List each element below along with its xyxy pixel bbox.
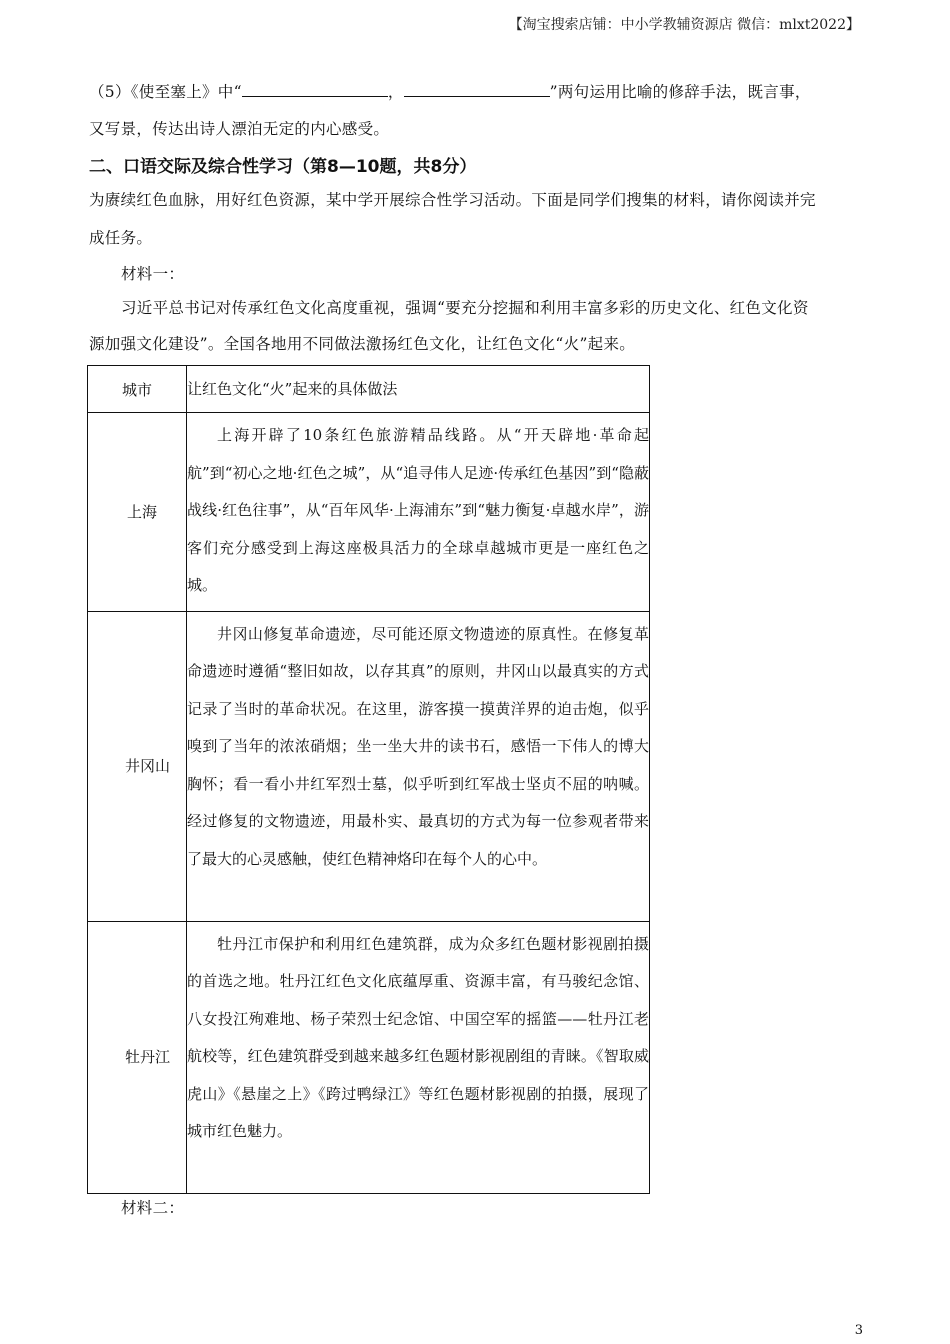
table-row [88, 611, 650, 921]
material-table [87, 365, 650, 1194]
table-header-city: 城市 [88, 366, 187, 413]
material-1-text-line2: 源加强文化建设”。全国各地用不同做法激扬红色文化，让红色文化“火”起来。 [89, 335, 636, 353]
city-name: 牡丹江 [124, 1048, 170, 1066]
question-5-suffix: ”两句运用比喻的修辞手法，既言事， [549, 83, 811, 101]
answer-blank-1[interactable] [242, 82, 388, 97]
city-name: 井冈山 [124, 757, 170, 775]
table-header-method: 让红色文化“火”起来的具体做法 [187, 366, 650, 413]
city-description: 井冈山修复革命遗迹，尽可能还原文物遗迹的原真性。在修复革命遗迹时遵循“整旧如故，以存其真”的原则，井冈山以最真实的方式记录了当时的革命状况。在这里，游客摸一摸黄洋界的迫击炮，似乎嗅到了当年的浓浓硝烟；坐一坐大井的读书石，感悟一下伟人的博大胸怀；看一看小井红军烈士墓，似乎听到红军战士坚贞不屈的呐喊。经过修复的文物遗迹，用最朴实、最真切的方式为每一位参观者带来了最大的心灵感触，使红色精神烙印在每个人的心中。 [187, 624, 649, 868]
table-row [88, 413, 650, 612]
answer-blank-2[interactable] [404, 82, 550, 97]
section-intro-line1: 为赓续红色血脉，用好红色资源，某中学开展综合性学习活动。下面是同学们搜集的材料，请你阅读并完 [89, 191, 816, 209]
city-description: 上海开辟了10条红色旅游精品线路。从“开天辟地·革命起航”到“初心之地·红色之城”，从“追寻伟人足迹·传承红色基因”到“隐蔽战线·红色往事”，从“百年风华·上海浦东”到“魅力衡复·卓越水岸”，游客们充分感受到上海这座极具活力的全球卓越城市更是一座红色之城。 [187, 426, 649, 594]
question-5-separator: ， [387, 83, 404, 101]
table-row [88, 921, 650, 1193]
material-1-label: 材料一： [121, 265, 185, 283]
city-description: 牡丹江市保护和利用红色建筑群，成为众多红色题材影视剧拍摄的首选之地。牡丹江红色文化底蕴厚重、资源丰富，有马骏纪念馆、八女投江殉难地、杨子荣烈士纪念馆、中国空军的摇篮——牡丹江老航校等，红色建筑群受到越来越多红色题材影视剧组的青睐。《智取威虎山》《悬崖之上》《跨过鸭绿江》等红色题材影视剧的拍摄，展现了城市红色魅力。 [187, 934, 649, 1140]
city-name: 上海 [126, 502, 157, 521]
page-header: 【淘宝搜索店铺：中小学教辅资源店 微信：mlxt2022】 [508, 17, 860, 33]
material-1-text-line1: 习近平总书记对传承红色文化高度重视，强调“要充分挖掘和利用丰富多彩的历史文化、红色文化资 [121, 299, 809, 317]
question-5-line2: 又写景，传达出诗人漂泊无定的内心感受。 [89, 120, 390, 138]
section-title: 二、口语交际及综合性学习（第8—10题，共8分） [89, 157, 477, 177]
material-2-label: 材料二： [121, 1199, 185, 1217]
page-number: 3 [854, 1323, 863, 1338]
section-intro-line2: 成任务。 [89, 229, 153, 247]
table-header-row [88, 366, 650, 413]
question-5 [89, 80, 811, 102]
question-5-prefix: （5）《使至塞上》中“ [89, 83, 242, 101]
